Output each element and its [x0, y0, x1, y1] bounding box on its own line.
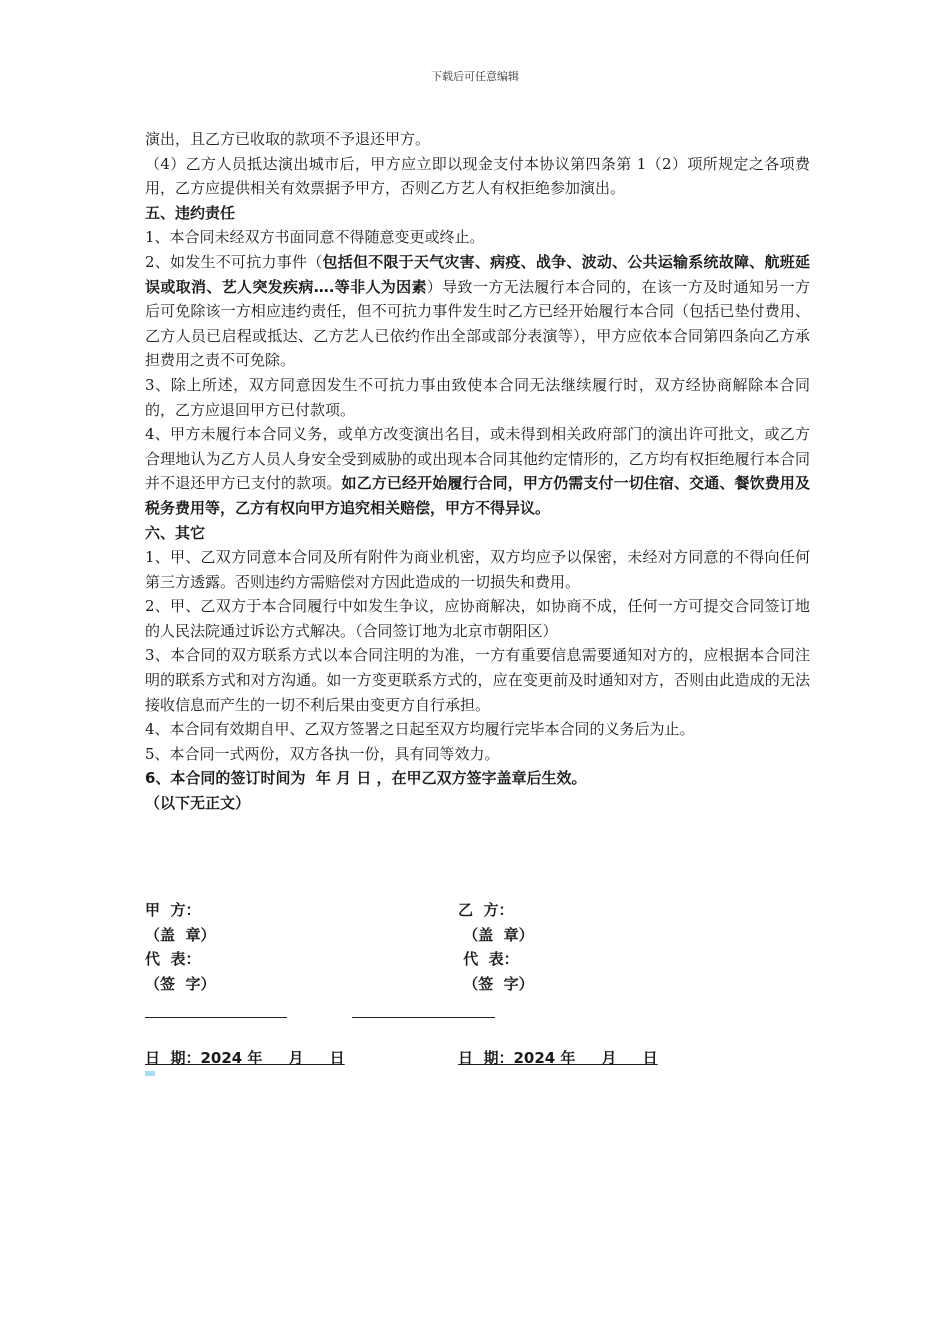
party-a-signature: （签 字）	[145, 974, 216, 993]
paragraph-other-1: 1、甲、乙双方同意本合同及所有附件为商业机密，双方均应予以保密，未经对方同意的不得向任何第三方透露。否则违约方需赔偿对方因此造成的一切损失和费用。	[145, 548, 810, 591]
breach-4-bold: 如乙方已经开始履行合同，甲方仍需支付一切住宿、交通、餐饮费用及税务费用等，乙方有权向甲方追究相关赔偿，甲方不得异议。	[145, 474, 810, 517]
page-header: 下载后可任意编辑	[431, 70, 519, 83]
breach-2-force-majeure-list: 包括但不限于天气灾害、病疫、战争、波动、公共运输系统故障、航班延误或取消、艺人突发疾病….等非人为因素	[145, 252, 810, 296]
party-b-label: 乙 方：	[458, 901, 514, 919]
breach-2-rest: ）导致一方无法履行本合同的，在该一方及时通知另一方后可免除该一方相应违约责任，但不可抗力事件发生时乙方已经开始履行本合同（包括已垫付费用、乙方人员已启程或抵达、乙方艺人已依约作出全部或部分表演等），甲方应依本合同第四条向乙方承担费用之责不可免除。	[145, 277, 810, 370]
party-a-label: 甲 方：	[145, 901, 201, 919]
signature-line-party-b	[352, 1017, 495, 1018]
breach-4-main: 4、甲方未履行本合同义务，或单方改变演出名目，或未得到相关政府部门的演出许可批文，或乙方合理地认为乙方人员人身安全受到威胁的或出现本合同其他约定情形的，乙方均有权拒绝履行本合同并不退还甲方已支付的款项。	[145, 425, 810, 493]
paragraph-breach-2	[145, 250, 810, 373]
party-b-signature: （签 字）	[458, 974, 534, 993]
signature-block-party-a	[145, 898, 215, 996]
section-heading-other: 六、其它	[145, 523, 206, 542]
paragraph-continuation: 演出，且乙方已收取的款项不予退还甲方。	[145, 130, 431, 148]
signature-line-party-a	[145, 1017, 287, 1018]
date-party-b: 日 期：2024 年 月 日	[458, 1049, 658, 1067]
party-b-representative: 代 表：	[458, 950, 519, 968]
party-b-seal: （盖 章）	[458, 925, 534, 944]
section-heading-breach: 五、违约责任	[145, 203, 236, 222]
paragraph-other-4: 4、本合同有效期自甲、乙双方签署之日起至双方均履行完毕本合同的义务后为止。	[145, 720, 695, 739]
paragraph-other-6: 6、本合同的签订时间为 年 月 日 ，在甲乙双方签字盖章后生效。	[145, 769, 587, 788]
breach-2-lead: 2、如发生不可抗力事件（	[145, 252, 323, 271]
paragraph-other-2: 2、甲、乙双方于本合同履行中如发生争议，应协商解决，如协商不成，任何一方可提交合同签订地的人民法院通过诉讼方式解决。（合同签订地为北京市朝阳区）	[145, 597, 810, 640]
date-party-a: 日 期：2024 年 月 日	[145, 1049, 345, 1067]
paragraph-breach-4	[145, 422, 810, 520]
paragraph-payment-clause: （4）乙方人员抵达演出城市后，甲方应立即以现金支付本协议第四条第 1（2）项所规定之各项费用，乙方应提供相关有效票据予甲方，否则乙方艺人有权拒绝参加演出。	[145, 154, 810, 198]
party-a-seal: （盖 章）	[145, 925, 216, 944]
end-of-text-note: （以下无正文）	[145, 794, 251, 813]
party-a-representative: 代 表：	[145, 950, 201, 968]
contract-body	[145, 127, 810, 816]
paragraph-breach-3: 3、除上所述，双方同意因发生不可抗力事由致使本合同无法继续履行时，双方经协商解除本合同的，乙方应退回甲方已付款项。	[145, 375, 810, 419]
paragraph-other-3: 3、本合同的双方联系方式以本合同注明的为准，一方有重要信息需要通知对方的，应根据本合同注明的联系方式和对方沟通。如一方变更联系方式的，应在变更前及时通知对方，否则由此造成的无法接收信息而产生的一切不利后果由变更方自行承担。	[145, 646, 810, 714]
signature-block-party-b	[458, 898, 534, 996]
selection-marker	[145, 1071, 155, 1076]
paragraph-breach-1: 1、本合同未经双方书面同意不得随意变更或终止。	[145, 228, 485, 247]
paragraph-other-5: 5、本合同一式两份，双方各执一份，具有同等效力。	[145, 744, 500, 763]
